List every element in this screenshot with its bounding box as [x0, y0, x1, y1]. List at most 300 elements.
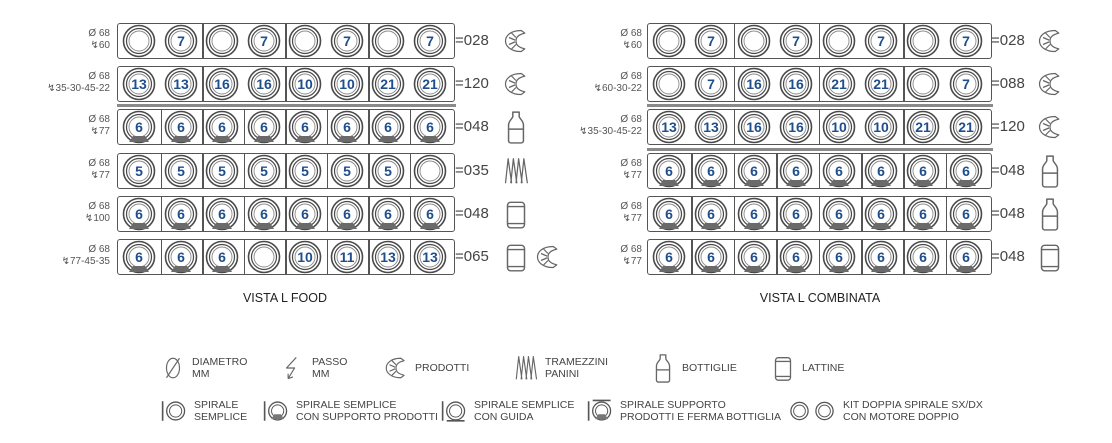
spiral-slot-cell — [245, 23, 283, 59]
spiral-slot — [862, 239, 900, 275]
spiral-slot-cell — [328, 196, 366, 232]
pitch-icon: ↯ — [90, 40, 99, 51]
croissant-icon — [1036, 110, 1064, 144]
spiral-count: 7 — [707, 33, 716, 49]
spiral-slot — [328, 23, 366, 59]
spiral-count: 6 — [707, 162, 716, 179]
pitch-icon: ↯ — [84, 212, 94, 224]
spiral-count: 13 — [661, 119, 677, 136]
spiral-count: 7 — [792, 33, 801, 49]
row-label — [532, 158, 642, 182]
spiral-slot — [369, 239, 407, 275]
row-products — [1036, 154, 1064, 188]
spiral-slot — [203, 109, 241, 145]
spiral-slot — [411, 66, 449, 102]
spiral-slot-cell — [203, 153, 241, 189]
legend-label: SPIRALE SEMPLICE — [194, 399, 248, 423]
can-icon — [502, 197, 530, 231]
spiral-count: 7 — [259, 33, 268, 49]
pitch-text: 100 — [93, 212, 110, 224]
spiral-count: 10 — [338, 76, 355, 93]
spiral-slot-cell — [369, 23, 407, 59]
spiral-slot — [777, 23, 815, 59]
diameter-value: Ø 68 — [620, 244, 642, 255]
spiral-slot — [735, 196, 773, 232]
legend-bottle — [650, 353, 737, 383]
spiral-slot — [862, 196, 900, 232]
row-count: =028 — [455, 32, 489, 49]
spiral-count: 6 — [342, 119, 351, 136]
spiral-slot — [692, 109, 730, 145]
spiral-slot — [328, 196, 366, 232]
spiral-slot-cell — [245, 66, 283, 102]
spiral-slot — [120, 196, 158, 232]
spiral-slot — [120, 153, 158, 189]
spiral-slot-cell — [862, 153, 900, 189]
spiral-slot — [650, 196, 688, 232]
legend-can — [770, 353, 844, 383]
spiral-slot — [162, 239, 200, 275]
row-products — [1036, 240, 1064, 274]
spiral-count: 6 — [218, 119, 226, 136]
spiral-slot-cell — [411, 153, 449, 189]
spiral-count: 6 — [218, 205, 226, 222]
spiral-slot — [947, 239, 985, 275]
pitch-value — [532, 126, 642, 138]
spiral-slot-cell — [120, 153, 158, 189]
row-products — [502, 24, 530, 58]
spiral-slot-cell — [862, 239, 900, 275]
spiral-count: 6 — [707, 249, 716, 265]
spiral-slot-cell — [162, 239, 200, 275]
legend-spiral-guide — [440, 398, 574, 424]
spiral-slot-cell — [735, 153, 773, 189]
spiral-count: 6 — [877, 249, 885, 265]
spiral-count: 6 — [259, 205, 268, 222]
pitch-icon: ↯ — [90, 169, 99, 181]
spiral-slot — [735, 109, 773, 145]
spiral-slot — [120, 239, 158, 275]
spiral-slot — [120, 109, 158, 145]
legend-label: SPIRALE SUPPORTO PRODOTTI E FERMA BOTTIGLIA — [620, 399, 782, 423]
spiral-slot-cell — [904, 196, 942, 232]
spiral-slot — [328, 239, 366, 275]
spiral-slot — [947, 196, 985, 232]
spiral-count: 13 — [172, 76, 189, 93]
spiral-slot-cell — [162, 109, 200, 145]
legend-label: LATTINE — [802, 362, 845, 374]
spiral-slot-cell — [369, 239, 407, 275]
legend-label: PASSO MM — [312, 356, 348, 380]
spiral-slot-cell — [904, 153, 942, 189]
spiral-slot — [369, 196, 407, 232]
spiral-slot-cell — [411, 23, 449, 59]
spiral-slot-cell — [692, 23, 730, 59]
pitch-value — [532, 40, 642, 52]
spiral-slot — [650, 239, 688, 275]
row-products — [502, 67, 530, 101]
spiral-slot — [369, 23, 407, 59]
row-label — [0, 201, 110, 225]
spiral-count: 6 — [665, 162, 673, 179]
legend-label: SPIRALE SEMPLICE CON SUPPORTO PRODOTTI — [296, 399, 438, 423]
spiral-slot-cell — [820, 239, 858, 275]
spiral-count: 16 — [746, 76, 762, 93]
spiral-slot-cell — [777, 239, 815, 275]
spiral-simple-icon — [160, 398, 188, 424]
sandwich-icon — [502, 154, 530, 188]
croissant-icon — [502, 67, 530, 101]
spiral-slot-cell — [411, 196, 449, 232]
croissant-icon — [383, 353, 409, 383]
spiral-count: 21 — [380, 76, 396, 93]
spiral-count: 6 — [665, 205, 673, 222]
spiral-count: 11 — [339, 249, 354, 265]
spiral-slot-cell — [120, 109, 158, 145]
spiral-slot-cell — [245, 153, 283, 189]
spiral-count: 6 — [834, 249, 843, 265]
spiral-slot-cell — [862, 23, 900, 59]
spiral-slot — [777, 196, 815, 232]
spiral-slot-cell — [369, 66, 407, 102]
spiral-count: 21 — [421, 76, 438, 93]
spiral-slot-cell — [777, 153, 815, 189]
spiral-slot-cell — [120, 66, 158, 102]
row-count: =120 — [991, 118, 1025, 136]
spiral-slot — [947, 23, 985, 59]
spiral-slot — [650, 153, 688, 189]
spiral-slot-cell — [650, 23, 688, 59]
spiral-count: 6 — [176, 205, 185, 222]
spiral-slot — [904, 239, 942, 275]
spiral-slot-cell — [947, 239, 985, 275]
spiral-slot — [328, 153, 366, 189]
spiral-slot — [203, 66, 241, 102]
spiral-slot — [692, 66, 730, 102]
diameter-value: Ø 68 — [88, 71, 110, 83]
spiral-slot — [904, 23, 942, 59]
spiral-count: 5 — [259, 162, 268, 179]
spiral-slot — [369, 66, 407, 102]
spiral-double-icon — [787, 398, 837, 424]
diameter-value: Ø 68 — [88, 157, 110, 169]
spiral-count: 7 — [961, 76, 970, 93]
spiral-count: 6 — [707, 205, 716, 222]
spiral-count: 6 — [425, 119, 434, 136]
diameter-value: Ø 68 — [88, 244, 110, 255]
legend-label: PRODOTTI — [415, 362, 470, 374]
spiral-count: 6 — [384, 119, 392, 136]
spiral-slot-cell — [820, 196, 858, 232]
pitch-value — [0, 256, 110, 268]
pitch-icon: ↯ — [593, 83, 602, 95]
row-count: =120 — [455, 75, 489, 93]
spiral-slot — [735, 66, 773, 102]
spiral-slot-cell — [328, 109, 366, 145]
croissant-icon — [1036, 67, 1064, 101]
caption-vista-l-food: VISTA L FOOD — [242, 291, 328, 305]
spiral-count: 6 — [135, 119, 143, 136]
spiral-slot-cell — [328, 239, 366, 275]
row-label — [0, 71, 110, 95]
bottle-icon — [502, 110, 530, 144]
spiral-slot — [692, 153, 730, 189]
spiral-count: 5 — [176, 162, 185, 179]
legend-label: KIT DOPPIA SPIRALE SX/DX CON MOTORE DOPPIO — [843, 399, 983, 423]
spiral-slot — [820, 66, 858, 102]
pitch-icon — [280, 353, 306, 383]
spiral-slot-cell — [735, 196, 773, 232]
spiral-slot — [411, 109, 449, 145]
spiral-count: 10 — [873, 119, 889, 136]
spiral-slot — [862, 153, 900, 189]
row-products — [502, 110, 530, 144]
spiral-count: 7 — [877, 33, 885, 49]
spiral-count: 6 — [749, 249, 758, 265]
spiral-slot-cell — [369, 153, 407, 189]
spiral-slot-cell — [203, 66, 241, 102]
spiral-count: 6 — [961, 249, 970, 265]
spiral-slot — [120, 23, 158, 59]
spiral-slot-cell — [203, 239, 241, 275]
spiral-slot — [820, 23, 858, 59]
legend-spiral-simple — [160, 398, 247, 424]
spiral-slot-cell — [286, 66, 324, 102]
pitch-text: 77 — [98, 169, 110, 181]
spiral-slot — [245, 66, 283, 102]
spiral-slot — [286, 153, 324, 189]
spiral-count: 6 — [176, 249, 185, 265]
spiral-slot-cell — [411, 66, 449, 102]
spiral-count: 6 — [259, 119, 268, 136]
spiral-slot — [947, 153, 985, 189]
pitch-icon: ↯ — [622, 212, 631, 224]
spiral-slot-cell — [650, 109, 688, 145]
spiral-count: 16 — [255, 76, 272, 93]
row-count: =048 — [991, 248, 1025, 265]
pitch-value — [532, 213, 642, 225]
croissant-icon — [1036, 24, 1064, 58]
spiral-count: 6 — [919, 162, 928, 179]
row-label — [0, 244, 110, 268]
row-count: =088 — [991, 75, 1025, 93]
legend-pitch — [280, 353, 347, 383]
row-products — [1036, 67, 1064, 101]
shelf-bar — [117, 104, 456, 107]
spiral-slot — [286, 66, 324, 102]
pitch-text: 60 — [630, 40, 642, 51]
spiral-count: 6 — [135, 205, 143, 222]
spiral-slot — [904, 196, 942, 232]
spiral-slot — [650, 109, 688, 145]
spiral-slot — [820, 196, 858, 232]
spiral-slot-cell — [245, 239, 283, 275]
spiral-slot-cell — [735, 239, 773, 275]
diameter-value: Ø 68 — [620, 71, 642, 83]
spiral-slot-cell — [862, 66, 900, 102]
spiral-count: 21 — [958, 119, 974, 136]
row-label — [532, 114, 642, 138]
spiral-count: 6 — [877, 162, 885, 179]
spiral-slot — [286, 239, 324, 275]
spiral-slot-cell — [777, 66, 815, 102]
pitch-icon: ↯ — [61, 256, 70, 267]
row-products — [1036, 24, 1064, 58]
spiral-slot-cell — [245, 196, 283, 232]
spiral-slot — [735, 23, 773, 59]
pitch-text: 60-30-22 — [601, 83, 642, 95]
pitch-value — [532, 256, 642, 268]
spiral-count: 6 — [834, 205, 843, 222]
spiral-slot — [411, 196, 449, 232]
spiral-slot-cell — [862, 196, 900, 232]
spiral-count: 13 — [131, 76, 147, 93]
spiral-count: 6 — [425, 205, 434, 222]
row-products — [1036, 197, 1064, 231]
spiral-slot — [692, 196, 730, 232]
legend-spiral-support — [262, 398, 438, 424]
spiral-count: 10 — [830, 119, 847, 136]
spiral-slot — [162, 109, 200, 145]
spiral-slot — [862, 23, 900, 59]
row-count: =048 — [991, 204, 1025, 222]
spiral-slot — [162, 23, 200, 59]
spiral-slot-cell — [650, 239, 688, 275]
caption-vista-l-combinata: VISTA L COMBINATA — [759, 291, 881, 305]
spiral-slot-cell — [328, 23, 366, 59]
pitch-icon: ↯ — [90, 126, 99, 138]
pitch-value — [0, 83, 110, 95]
diameter-value: Ø 68 — [88, 28, 110, 39]
legend-diameter — [160, 353, 247, 383]
spiral-slot — [245, 23, 283, 59]
pitch-text: 35-30-45-22 — [55, 83, 110, 95]
spiral-guide-icon — [440, 398, 468, 424]
spiral-slot-cell — [162, 66, 200, 102]
spiral-slot — [203, 153, 241, 189]
legend-label: SPIRALE SEMPLICE CON GUIDA — [474, 399, 575, 423]
can-icon — [770, 353, 796, 383]
spiral-slot — [777, 109, 815, 145]
spiral-slot-cell — [286, 109, 324, 145]
spiral-slot-cell — [692, 196, 730, 232]
spiral-slot — [328, 109, 366, 145]
spiral-bottle-icon — [586, 398, 614, 424]
spiral-slot — [203, 196, 241, 232]
spiral-count: 16 — [788, 119, 804, 136]
legend-croissant — [383, 353, 469, 383]
spiral-slot-cell — [369, 196, 407, 232]
spiral-count: 6 — [342, 205, 351, 222]
legend-label: DIAMETRO MM — [192, 356, 248, 380]
spiral-count: 21 — [915, 119, 932, 136]
spiral-slot-cell — [904, 66, 942, 102]
spiral-count: 5 — [384, 162, 392, 179]
spiral-slot — [411, 23, 449, 59]
spiral-slot-cell — [203, 196, 241, 232]
spiral-slot — [120, 66, 158, 102]
can-icon — [1036, 240, 1064, 274]
spiral-slot — [947, 109, 985, 145]
spiral-slot-cell — [286, 23, 324, 59]
spiral-slot-cell — [650, 196, 688, 232]
spiral-count: 6 — [749, 205, 758, 222]
spiral-count: 6 — [176, 119, 185, 136]
pitch-value — [532, 83, 642, 95]
spiral-slot-cell — [735, 23, 773, 59]
spiral-slot-cell — [245, 109, 283, 145]
spiral-slot-cell — [328, 153, 366, 189]
spiral-slot-cell — [328, 66, 366, 102]
row-count: =035 — [455, 161, 489, 179]
pitch-text: 77-45-35 — [69, 256, 110, 267]
spiral-slot-cell — [904, 239, 942, 275]
spiral-count: 5 — [218, 162, 226, 179]
spiral-count: 6 — [384, 205, 392, 222]
spiral-slot — [245, 196, 283, 232]
pitch-value — [0, 126, 110, 138]
pitch-icon: ↯ — [622, 256, 631, 267]
pitch-value — [0, 170, 110, 182]
spiral-count: 13 — [380, 249, 396, 265]
spiral-slot-cell — [692, 153, 730, 189]
row-products — [502, 154, 530, 188]
spiral-slot — [286, 23, 324, 59]
spiral-count: 6 — [834, 162, 843, 179]
spiral-count: 21 — [873, 76, 889, 93]
pitch-value — [0, 213, 110, 225]
spiral-slot-cell — [904, 23, 942, 59]
spiral-slot — [820, 109, 858, 145]
spiral-count: 7 — [176, 33, 185, 49]
spiral-count: 6 — [961, 162, 970, 179]
spiral-count: 10 — [297, 249, 313, 265]
spiral-slot-cell — [162, 153, 200, 189]
spiral-slot-cell — [735, 109, 773, 145]
legend-sandwich — [513, 353, 608, 383]
diameter-value: Ø 68 — [88, 114, 110, 126]
diameter-icon — [160, 353, 186, 383]
spiral-slot-cell — [820, 153, 858, 189]
spiral-count: 6 — [792, 249, 801, 265]
spiral-slot-cell — [120, 23, 158, 59]
spiral-slot — [947, 66, 985, 102]
spiral-slot — [777, 239, 815, 275]
spiral-count: 6 — [135, 249, 143, 265]
spiral-slot-cell — [203, 109, 241, 145]
spiral-slot — [286, 196, 324, 232]
spiral-slot-cell — [286, 153, 324, 189]
spiral-slot — [162, 153, 200, 189]
spiral-count: 7 — [707, 76, 716, 93]
row-products — [502, 197, 530, 231]
row-count: =048 — [991, 161, 1025, 179]
pitch-text: 35-30-45-22 — [587, 126, 642, 138]
spiral-slot — [286, 109, 324, 145]
spiral-count: 6 — [218, 249, 226, 265]
spiral-slot-cell — [203, 23, 241, 59]
row-label — [0, 28, 110, 52]
diameter-value: Ø 68 — [620, 28, 642, 39]
spiral-count: 16 — [746, 119, 762, 136]
diameter-value: Ø 68 — [620, 200, 642, 212]
spiral-slot — [369, 109, 407, 145]
legend-label: BOTTIGLIE — [682, 362, 737, 374]
spiral-count: 7 — [342, 33, 351, 49]
spiral-count: 6 — [792, 162, 801, 179]
spiral-slot — [411, 239, 449, 275]
spiral-slot-cell — [692, 109, 730, 145]
